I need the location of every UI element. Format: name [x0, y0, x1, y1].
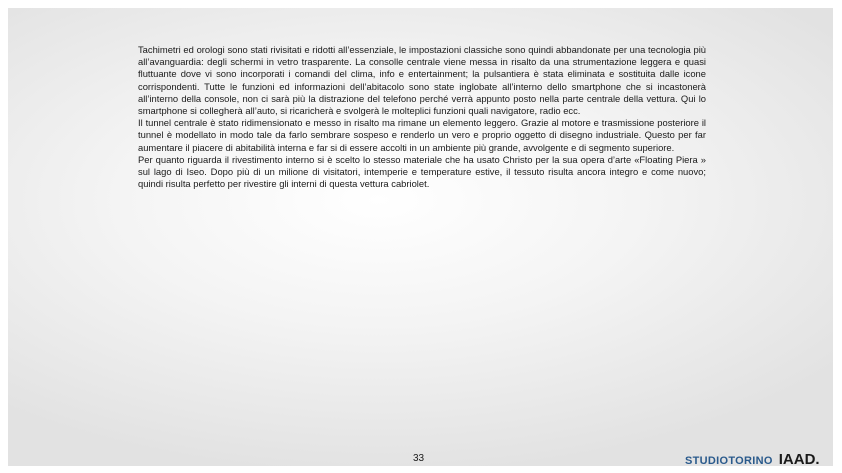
page-number: 33 — [413, 453, 425, 464]
paragraph-dashboard: Tachimetri ed orologi sono stati rivisitati e ridotti all’essenziale, le impostazioni classiche sono quindi abbandonate per una tecnologia più all’avanguardia: degli schermi in vetro trasparente. La consolle centrale viene messa in risalto da una strumentazione leggera e quasi fluttuante dove vi sono incorporati i comandi del clima, info e entertainment; la pulsantiera è stata eliminata e sostituita dalle icone corrispondenti. Tutte le funzioni ed informazioni dell’abitacolo sono state inglobate all’interno dello smartphone che si incastonerà all’interno della console, non ci sarà più la distrazione del telefono perché verrà appunto posto nella parte centrale della vettura. Qui lo smartphone si collegherà all’auto, si ricaricherà e svolgerà le molteplici funzioni quali navigatore, radio ecc. — [138, 44, 706, 117]
studiotorino-logo-text: STUDIOTORINO — [685, 456, 773, 466]
paragraph-upholstery: Per quanto riguarda il rivestimento interno si è scelto lo stesso materiale che ha usato Christo per la sua opera d’arte «Floating Piera » sul lago di Iseo. Dopo più di un milione di visitatori, intemperie e temperature estive, il tessuto risulta ancora integro e come nuovo; quindi risulta perfetto per rivestire gli interni di questa vettura cabriolet. — [138, 153, 706, 190]
paragraph-tunnel: Il tunnel centrale è stato ridimensionato e messo in risalto ma rimane un elemento leggero. Grazie al motore e trasmissione posteriore il tunnel è modellato in modo tale da farlo sembrare sospeso e renderlo un vero e proprio oggetto di disegno industriale. Questo per far aumentare il piacere di abitabilità interna e far si di essere accolti in un ambiente più grande, avvolgente e di segmento superiore. — [138, 117, 706, 153]
body-text — [138, 44, 706, 190]
footer-logo — [685, 452, 820, 466]
document-page — [8, 8, 833, 466]
iaad-logo-text: IAAD. — [778, 451, 820, 466]
